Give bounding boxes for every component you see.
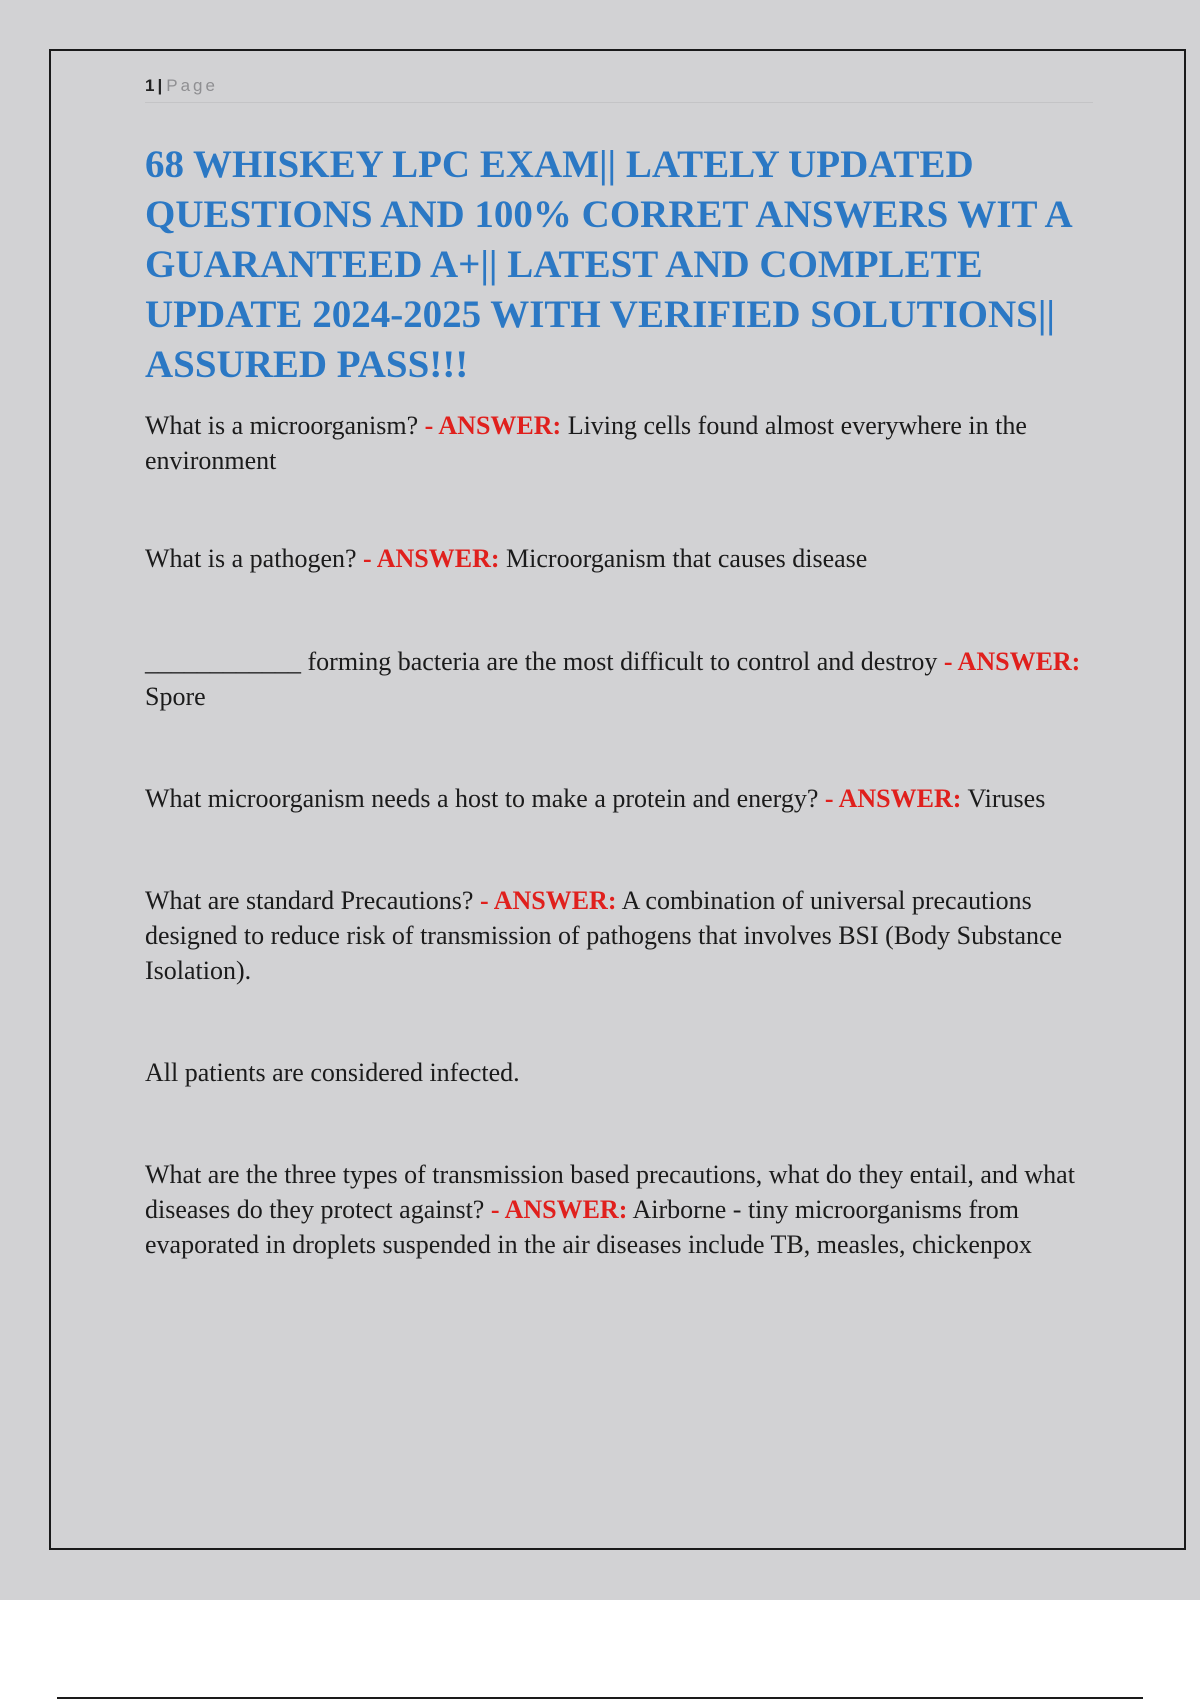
qa-item (145, 781, 1100, 816)
qa-item (145, 644, 1100, 714)
qa-item (145, 541, 1100, 576)
answer-label: - ANSWER: (479, 886, 617, 915)
question-text: What are standard Precautions? (145, 886, 474, 915)
footer-divider (57, 1697, 1143, 1699)
page-label: Page (166, 76, 218, 95)
qa-item (145, 408, 1100, 478)
question-text: What are the three types of transmission based precautions, what do they entail, and what diseases do they protect against? (145, 1160, 1075, 1224)
question-text: What microorganism needs a host to make a protein and energy? (145, 784, 819, 813)
question-text: What is a microorganism? (145, 411, 419, 440)
qa-item (145, 1157, 1100, 1262)
qa-list (145, 408, 1100, 1262)
page-header-separator: | (157, 76, 163, 95)
statement-item (145, 1055, 1100, 1090)
page-header (145, 74, 1093, 103)
answer-text: Spore (145, 682, 206, 711)
question-text: What is a pathogen? (145, 544, 357, 573)
document-title: 68 WHISKEY LPC EXAM|| LATELY UPDATED QUESTIONS AND 100% CORRET ANSWERS WIT A GUARANTEED A+|| LATEST AND COMPLETE UPDATE 2024-2025 WITH VERIFIED SOLUTIONS|| ASSURED PASS!!! (145, 143, 1071, 386)
answer-label: - ANSWER: (943, 647, 1081, 676)
page-number: 1 (145, 76, 155, 95)
answer-text: Living cells found almost everywhere in the environment (145, 411, 1027, 475)
qa-item (145, 883, 1100, 988)
statement-text: All patients are considered infected. (145, 1058, 520, 1087)
answer-label: - ANSWER: (490, 1195, 628, 1224)
answer-text: Viruses (967, 784, 1046, 813)
answer-label: - ANSWER: (363, 544, 500, 573)
answer-label: - ANSWER: (424, 411, 562, 440)
answer-text: A combination of universal precautions designed to reduce risk of transmission of pathogens that involves BSI (Body Substance Isolation). (145, 886, 1063, 985)
answer-text: Microorganism that causes disease (506, 544, 868, 573)
answer-label: - ANSWER: (824, 784, 962, 813)
question-text: ____________ forming bacteria are the most difficult to control and destroy (145, 647, 938, 676)
answer-text: Airborne - tiny microorganisms from evaporated in droplets suspended in the air diseases include TB, measles, chickenpox (145, 1195, 1032, 1259)
